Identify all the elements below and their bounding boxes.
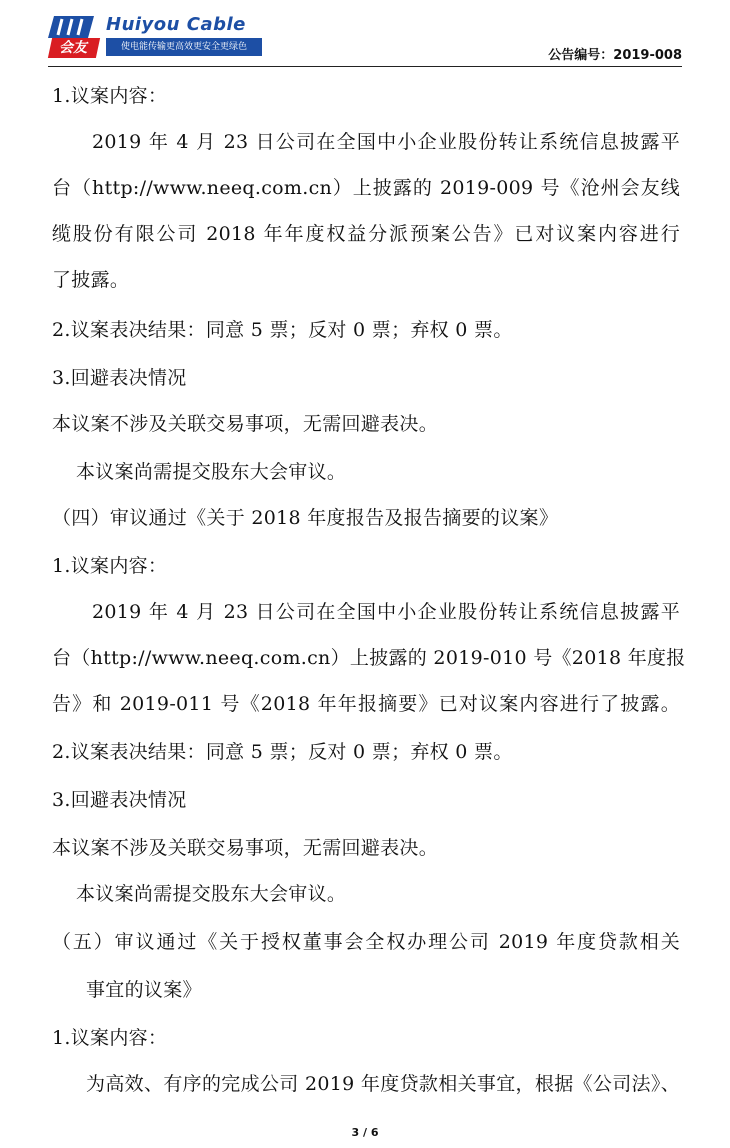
logo-slogan: 使电能传输更高效更安全更绿色 [106,38,262,56]
logo-chinese-text: 会友 [48,38,100,58]
paragraph-line: 2019 年 4 月 23 日公司在全国中小企业股份转让系统信息披露平 [92,131,680,153]
paragraph-line: 台（http://www.neeq.com.cn）上披露的 2019-009 号《沧州会友线 [52,177,680,199]
paragraph-line: 本议案尚需提交股东大会审议。 [76,461,347,483]
section-heading: （五）审议通过《关于授权董事会全权办理公司 2019 年度贷款相关 [52,931,680,953]
header-divider [48,66,682,67]
paragraph-line: 为高效、有序的完成公司 2019 年度贷款相关事宜，根据《公司法》、 [86,1073,680,1095]
page-number: 3 / 6 [351,1126,379,1139]
logo-wordmark: Huiyou Cable [106,14,246,35]
paragraph-line: 缆股份有限公司 2018 年年度权益分派预案公告》已对议案内容进行 [52,223,680,245]
paragraph-line: 本议案不涉及关联交易事项，无需回避表决。 [52,413,439,435]
company-logo [48,14,248,60]
page-header [0,0,730,72]
paragraph-line: 2.议案表决结果：同意 5 票；反对 0 票；弃权 0 票。 [52,741,513,763]
paragraph-line: 3.回避表决情况 [52,367,187,389]
section-heading: （四）审议通过《关于 2018 年度报告及报告摘要的议案》 [52,507,559,529]
paragraph-line: 1.议案内容： [52,555,168,577]
paragraph-line: 3.回避表决情况 [52,789,187,811]
paragraph-line: 1.议案内容： [52,1027,168,1049]
paragraph-line: 了披露。 [52,269,130,291]
section-heading-continued: 事宜的议案》 [86,979,202,1001]
paragraph-line: 台（http://www.neeq.com.cn）上披露的 2019-010 号《2018 年度报 [52,647,686,669]
paragraph-line: 告》和 2019-011 号《2018 年年报摘要》已对议案内容进行了披露。 [52,693,680,715]
paragraph-line: 2019 年 4 月 23 日公司在全国中小企业股份转让系统信息披露平 [92,601,680,623]
paragraph-line: 本议案不涉及关联交易事项，无需回避表决。 [52,837,439,859]
paragraph-line: 2.议案表决结果：同意 5 票；反对 0 票；弃权 0 票。 [52,319,513,341]
paragraph-line: 1.议案内容： [52,85,168,107]
notice-number: 公告编号：2019-008 [548,48,682,63]
paragraph-line: 本议案尚需提交股东大会审议。 [76,883,347,905]
